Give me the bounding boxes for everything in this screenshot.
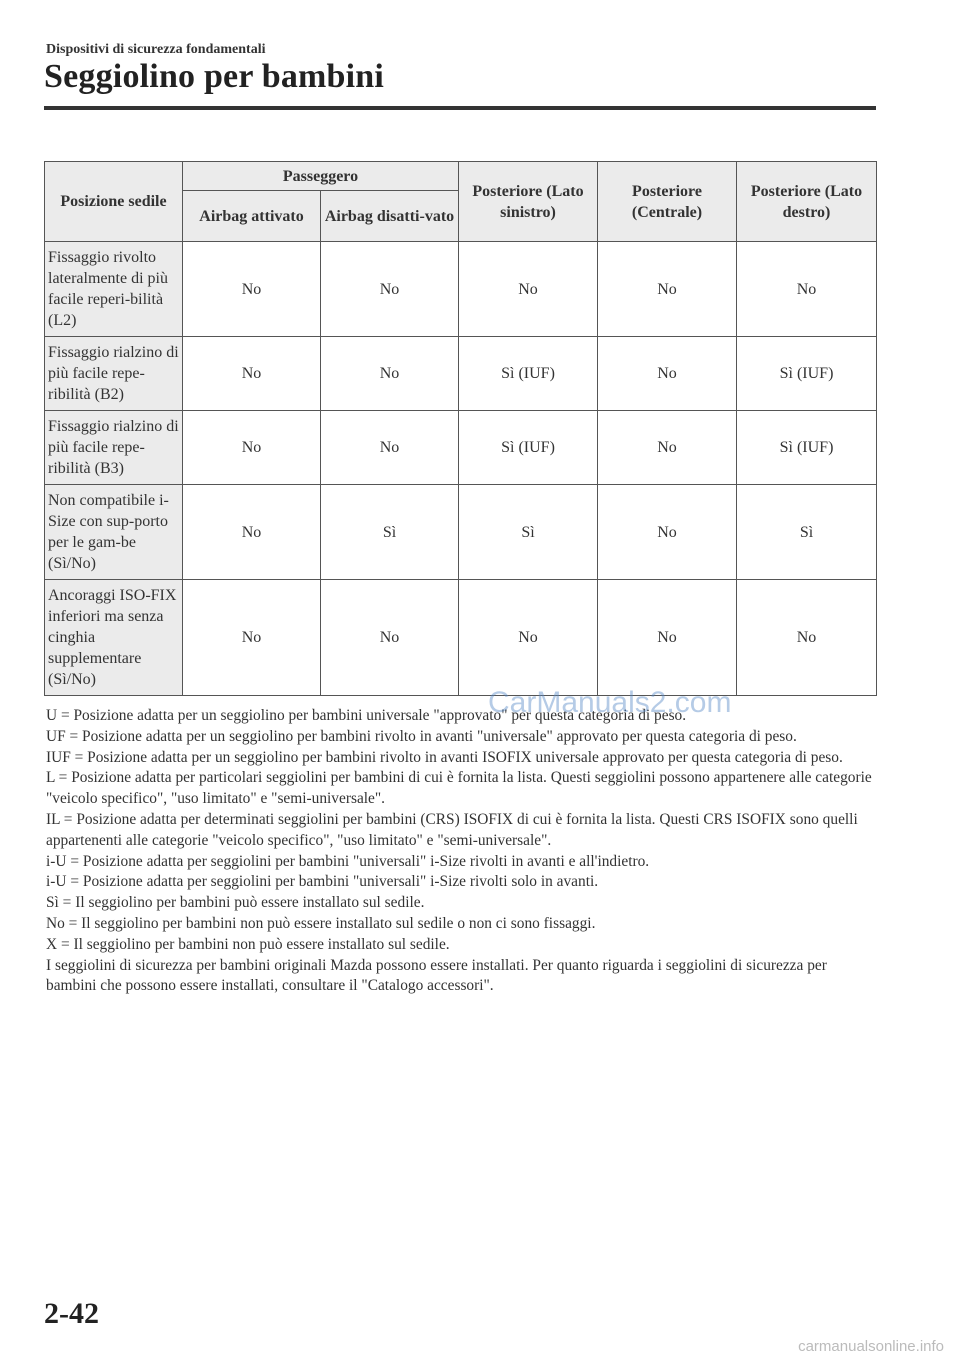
cell-value: No <box>321 337 459 411</box>
cell-value: Sì (IUF) <box>737 337 877 411</box>
cell-value: No <box>598 580 737 696</box>
seat-compatibility-table <box>44 161 877 696</box>
section-label: Dispositivi di sicurezza fondamentali <box>46 42 266 57</box>
row-label: Ancoraggi ISO-FIX inferiori ma senza cinghia supplementare (Sì/No) <box>45 580 183 696</box>
note-no: No = Il seggiolino per bambini non può essere installato sul sedile o non ci sono fissaggi. <box>46 914 596 932</box>
cell-value: No <box>598 337 737 411</box>
footer-source: carmanualsonline.info <box>798 1338 944 1355</box>
cell-value: No <box>737 242 877 337</box>
note-iuf: IUF = Posizione adatta per un seggiolino per bambini rivolto in avanti ISOFIX universale approvato per questa categoria di peso. <box>46 748 843 766</box>
row-label: Fissaggio rivolto lateralmente di più facile reperi-bilità (L2) <box>45 242 183 337</box>
cell-value: Sì <box>737 485 877 580</box>
note-i-u-forward: i-U = Posizione adatta per seggiolini per bambini "universali" i-Size rivolti solo in avanti. <box>46 873 599 891</box>
legend-notes <box>46 706 876 997</box>
cell-value: Sì (IUF) <box>737 411 877 485</box>
cell-value: No <box>183 337 321 411</box>
note-u: U = Posizione adatta per un seggiolino per bambini universale "approvato" per questa categoria di peso. <box>46 707 687 724</box>
header-posteriore-sinistro: Posteriore (Lato sinistro) <box>459 162 598 242</box>
table-row <box>45 580 877 696</box>
note-si: Sì = Il seggiolino per bambini può essere installato sul sedile. <box>46 894 425 912</box>
cell-value: No <box>321 580 459 696</box>
page-number: 2-42 <box>44 1297 99 1330</box>
header-passeggero: Passeggero <box>183 162 459 191</box>
note-i-u-both: i-U = Posizione adatta per seggiolini per bambini "universali" i-Size rivolti in avanti e all'indietro. <box>46 852 650 870</box>
row-label: Fissaggio rialzino di più facile repe-ribilità (B2) <box>45 337 183 411</box>
cell-value: No <box>598 242 737 337</box>
cell-value: Sì <box>459 485 598 580</box>
cell-value: No <box>183 580 321 696</box>
header-posizione: Posizione sedile <box>45 162 183 242</box>
watermark: CarManuals2.com <box>488 686 732 719</box>
cell-value: Sì (IUF) <box>459 337 598 411</box>
row-label: Non compatibile i-Size con sup-porto per le gam-be (Sì/No) <box>45 485 183 580</box>
note-l: L = Posizione adatta per particolari seggiolini per bambini di cui è fornita la lista. Questi seggiolini possono appartenere alle categorie "veicolo specifico", "uso limitato" e "semi-universale". <box>46 769 872 808</box>
row-label: Fissaggio rialzino di più facile repe-ribilità (B3) <box>45 411 183 485</box>
cell-value: No <box>737 580 877 696</box>
header-posteriore-destro: Posteriore (Lato destro) <box>737 162 877 242</box>
page-title: Seggiolino per bambini <box>44 58 385 95</box>
table-row <box>45 411 877 485</box>
note-il: IL = Posizione adatta per determinati seggiolini per bambini (CRS) ISOFIX di cui è fornita la lista. Questi CRS ISOFIX sono quelli appartenenti alle categorie "veicolo specifico", "uso limitato" e "semi-universale". <box>46 810 858 849</box>
cell-value: No <box>183 242 321 337</box>
cell-value: No <box>183 485 321 580</box>
table-row <box>45 485 877 580</box>
header-airbag-disattivato: Airbag disatti-vato <box>321 191 459 242</box>
note-mazda-accessories: I seggiolini di sicurezza per bambini originali Mazda possono essere installati. Per quanto riguarda i seggiolini di sicurezza per bambini che possono essere installati, consultare il "Catalogo accessori". <box>46 956 827 995</box>
table-row <box>45 337 877 411</box>
note-uf: UF = Posizione adatta per un seggiolino per bambini rivolto in avanti "universale" approvato per questa categoria di peso. <box>46 727 797 745</box>
cell-value: Sì <box>321 485 459 580</box>
title-rule <box>44 106 876 110</box>
header-posteriore-centrale: Posteriore (Centrale) <box>598 162 737 242</box>
cell-value: No <box>183 411 321 485</box>
cell-value: No <box>321 411 459 485</box>
cell-value: No <box>321 242 459 337</box>
cell-value: No <box>459 580 598 696</box>
cell-value: No <box>459 242 598 337</box>
cell-value: Sì (IUF) <box>459 411 598 485</box>
header-airbag-attivato: Airbag attivato <box>183 191 321 242</box>
note-x: X = Il seggiolino per bambini non può essere installato sul sedile. <box>46 935 450 953</box>
table-row <box>45 242 877 337</box>
cell-value: No <box>598 485 737 580</box>
cell-value: No <box>598 411 737 485</box>
